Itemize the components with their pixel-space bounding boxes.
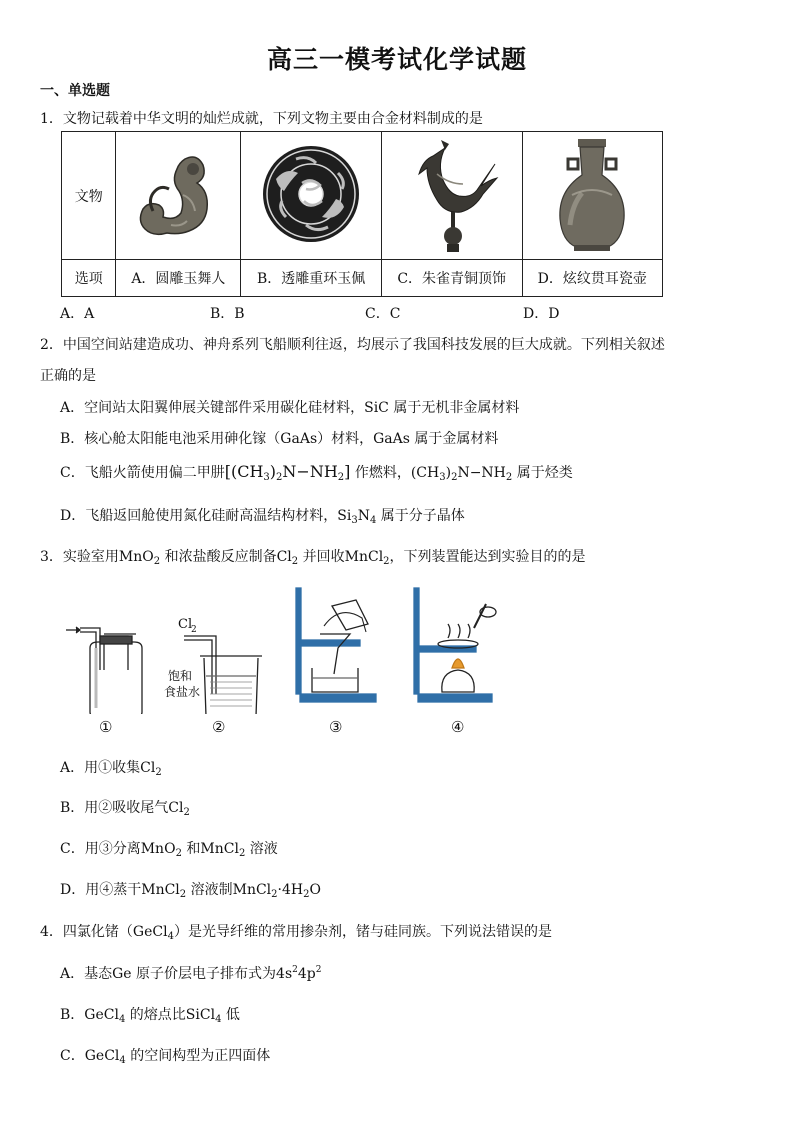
formula-mncl2-c: MnCl$_2$ — [200, 841, 246, 859]
q3-option-d[interactable]: D．用④蒸干MnCl$_2$ 溶液制$MnCl_2\cdot 4H_2O$ — [60, 882, 321, 900]
formula-cl2: $Cl_2$ — [276, 549, 299, 567]
artifact-table — [61, 131, 663, 297]
formula-mncl2-d: MnCl$_2$ — [141, 882, 187, 900]
jade-dancer-icon — [123, 139, 233, 249]
q4-option-c[interactable]: C．GeCl$_4$ 的空间构型为正四面体 — [60, 1048, 271, 1066]
q2-b-text3: 属于金属材料 — [414, 431, 499, 447]
artifact-label-b: B．透雕重环玉佩 — [241, 260, 382, 297]
beaker-apparatus — [164, 617, 262, 714]
formula-mno2-c: MnO$_2$ — [140, 841, 182, 859]
q2-option-d[interactable] — [60, 505, 465, 526]
q3-option-b[interactable]: B．用②吸收尾气$Cl_2$ — [60, 800, 190, 818]
cl2-label: Cl — [178, 617, 193, 632]
q1-stem: 1．文物记载着中华文明的灿烂成就，下列文物主要由合金材料制成的是 — [40, 111, 483, 127]
formula-si3n4: $Si_3N_4$ — [337, 508, 377, 526]
jade-pendant-cell — [241, 132, 382, 260]
section-heading: 一、单选题 — [40, 83, 110, 99]
formula-cl2-a: $Cl_2$ — [140, 760, 162, 778]
artifact-label-d: D．炫纹贯耳瓷壶 — [522, 260, 663, 297]
q2-b-text2: ）材料， — [317, 431, 374, 447]
fig-label-2: ② — [212, 718, 226, 736]
formula-sicl4: SiCl$_4$ — [185, 1007, 222, 1025]
saline-label-1: 饱和 — [168, 669, 193, 683]
bronze-bird-icon — [397, 134, 507, 254]
jade-pendant-icon — [256, 139, 366, 249]
saline-label-2: 食盐水 — [164, 685, 201, 699]
filtration-apparatus — [296, 588, 376, 702]
q4-option-b[interactable]: B．GeCl$_4$ 的熔点比SiCl$_4$ 低 — [60, 1007, 240, 1025]
q2-stem-line1: 2．中国空间站建造成功、神舟系列飞船顺利往返，均展示了我国科技发展的巨大成就。下列相关叙述 — [40, 337, 665, 353]
q1-choice-c[interactable]: C．C — [365, 306, 401, 322]
formula-gecl4-b: GeCl$_4$ — [84, 1007, 126, 1025]
formula-mncl2: MnCl$_2$ — [344, 549, 390, 567]
cl2-subscript: 2 — [191, 625, 197, 635]
q2-d-text: D．飞船返回舱使用氮化硅耐高温结构材料， — [60, 508, 338, 524]
q2-a-text2: 属于无机非金属材料 — [393, 400, 520, 416]
q1-choice-b[interactable]: B．B — [210, 306, 245, 322]
evaporation-apparatus — [414, 588, 496, 702]
fig-label-3: ③ — [329, 718, 343, 736]
q2-option-b[interactable] — [60, 428, 498, 448]
formula-ge: Ge — [112, 966, 132, 982]
fig-label-1: ① — [99, 718, 113, 736]
formula-cl2-b: $Cl_2$ — [168, 800, 190, 818]
formula-sic: SiC — [364, 400, 389, 416]
formula-mno2: MnO$_2$ — [118, 549, 161, 567]
q2-b-text: B．核心舱太阳能电池采用砷化镓（ — [60, 431, 281, 447]
formula-gaas-2: GaAs — [373, 431, 410, 447]
gas-bottle-apparatus — [66, 627, 142, 714]
formula-udmh: $[(CH_3)_2N-NH_2]$ — [224, 462, 351, 483]
q1-choice-d[interactable]: D．D — [523, 306, 560, 322]
q3-stem: 3．实验室用MnO$_2$ 和浓盐酸反应制备$Cl_2$ 并回收MnCl$_2$，下列装置能达到实验目的的是 — [40, 549, 586, 567]
porcelain-vase-cell — [522, 132, 663, 260]
q2-c-text: C．飞船火箭使用偏二甲肼 — [60, 465, 225, 481]
artifact-label-a: A．圆雕玉舞人 — [116, 260, 241, 297]
formula-gecl4: GeCl$_4$ — [132, 924, 174, 942]
jade-dancer-cell — [116, 132, 241, 260]
formula-mncl2-hydrate: $MnCl_2\cdot 4H_2O$ — [232, 882, 321, 900]
option-row-header: 选项 — [62, 260, 116, 297]
q4-stem: 4．四氯化锗（GeCl$_4$）是光导纤维的常用掺杂剂，锗与硅同族。下列说法错误的是 — [40, 924, 552, 942]
q2-option-a[interactable] — [60, 397, 519, 417]
page-title: 高三一模考试化学试题 — [266, 45, 527, 74]
formula-electron-config: $4s^24p^2$ — [276, 965, 322, 982]
porcelain-vase-icon — [542, 135, 642, 253]
bronze-bird-cell — [381, 132, 522, 260]
artifact-label-c: C．朱雀青铜顶饰 — [381, 260, 522, 297]
fig-label-4: ④ — [451, 718, 465, 736]
q2-c-text2: 作燃料， — [354, 465, 411, 481]
q2-stem-line2: 正确的是 — [40, 368, 96, 384]
q3-option-a[interactable]: A．用①收集$Cl_2$ — [60, 760, 162, 778]
q4-option-a[interactable]: A．基态Ge 原子价层电子排布式为$4s^24p^2$ — [60, 965, 322, 982]
q3-option-c[interactable]: C．用③分离MnO$_2$ 和MnCl$_2$ 溶液 — [60, 841, 278, 859]
q2-c-text3: 属于烃类 — [516, 465, 573, 481]
artifact-row-header: 文物 — [62, 132, 116, 260]
formula-gecl4-c: GeCl$_4$ — [84, 1048, 126, 1066]
q2-option-c[interactable] — [60, 462, 573, 483]
formula-gaas: GaAs — [280, 431, 318, 447]
q2-a-text: A．空间站太阳翼伸展关键部件采用碳化硅材料， — [60, 400, 365, 416]
formula-udmh-2: $(CH_3)_2N-NH_2$ — [410, 465, 513, 483]
q2-d-text2: 属于分子晶体 — [380, 508, 465, 524]
apparatus-figure — [60, 584, 500, 714]
q1-choice-a[interactable]: A．A — [60, 306, 95, 322]
